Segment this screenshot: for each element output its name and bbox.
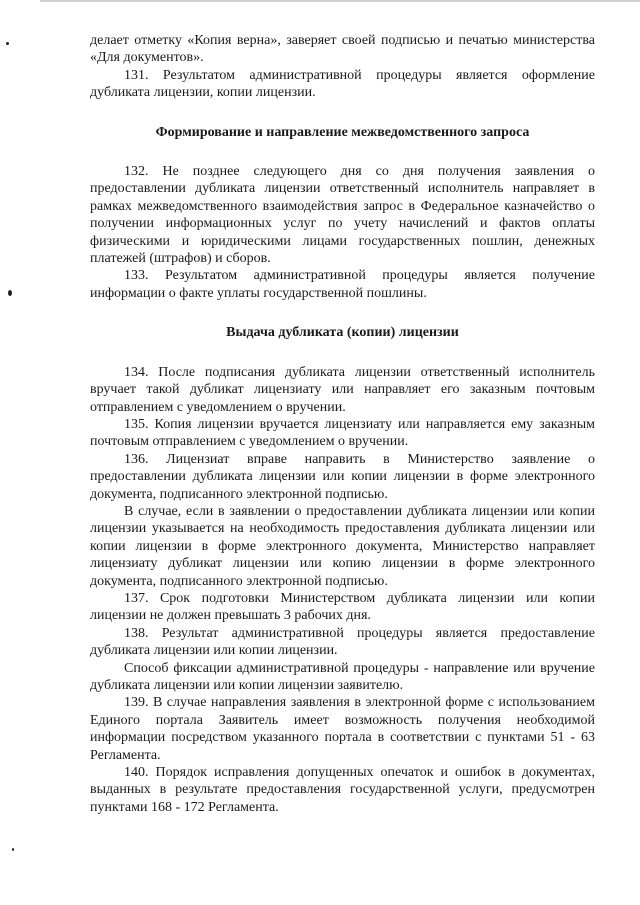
section-heading-interagency-request: Формирование и направление межведомственного запроса	[155, 124, 530, 140]
paragraph-intro: делает отметку «Копия верна», заверяет своей подписью и печатью министерства «Для документов».	[90, 33, 595, 66]
paragraph-133: 133. Результатом административной процедуры является получение информации о факте уплаты государственной пошлины.	[90, 268, 595, 301]
paragraph-138: 138. Результат административной процедуры является предоставление дубликата лицензии или копии лицензии.	[90, 625, 595, 659]
paragraph-131: 131. Результатом административной процедуры является оформление дубликата лицензии, копии лицензии.	[90, 67, 595, 101]
paragraph-140: 140. Порядок исправления допущенных опечаток и ошибок в документах, выданных в результате предоставления государственной услуги, предусмотрен пунктами 168 - 172 Регламента.	[90, 765, 595, 815]
paragraph-132: 132. Не позднее следующего дня со дня получения заявления о предоставлении дубликата лицензии ответственный исполнитель направляет в рамках межведомственного взаимодействия запрос в Федеральное казначейство о получении информационных услуг по учету начислений и фактов оплаты физическими и юридическими лицами государственных пошлин, денежных платежей (штрафов) и сборов.	[90, 164, 595, 267]
scan-speck	[6, 42, 9, 45]
paragraph-135: 135. Копия лицензии вручается лицензиату или направляется ему заказным почтовым отправлением с уведомлением о вручении.	[90, 416, 595, 450]
paragraph-139: 139. В случае направления заявления в электронной форме с использованием Единого портала Заявитель имеет возможность получения необходимой информации посредством указанного портала в соответствии с пунктами 51 - 63 Регламента.	[90, 695, 595, 763]
paragraph-137: 137. Срок подготовки Министерством дубликата лицензии или копии лицензии не должен превышать 3 рабочих дня.	[90, 590, 595, 624]
scan-speck	[8, 290, 12, 296]
paragraph-134: 134. После подписания дубликата лицензии ответственный исполнитель вручает такой дубликат лицензиату или направляет его заказным почтовым отправлением с уведомлением о вручении.	[90, 364, 595, 415]
scan-speck	[12, 848, 14, 851]
paragraph-138-continued: Способ фиксации административной процедуры - направление или вручение дубликата лицензии или копии лицензии заявителю.	[90, 660, 595, 693]
document-page	[90, 32, 595, 816]
paragraph-136: 136. Лицензиат вправе направить в Министерство заявление о предоставлении дубликата лицензии или копии лицензии в форме электронного документа, подписанного электронной подписью.	[90, 451, 595, 502]
paragraph-136-continued: В случае, если в заявлении о предоставлении дубликата лицензии или копии лицензии указывается на необходимость предоставления дубликата лицензии или копии лицензии в форме электронного документа, Министерство направляет лицензиату дубликат лицензии или копию лицензии в форме электронного документа, подписанного электронной подписью.	[90, 503, 595, 589]
scan-top-edge	[40, 0, 640, 2]
section-heading-issuance: Выдача дубликата (копии) лицензии	[226, 325, 459, 341]
